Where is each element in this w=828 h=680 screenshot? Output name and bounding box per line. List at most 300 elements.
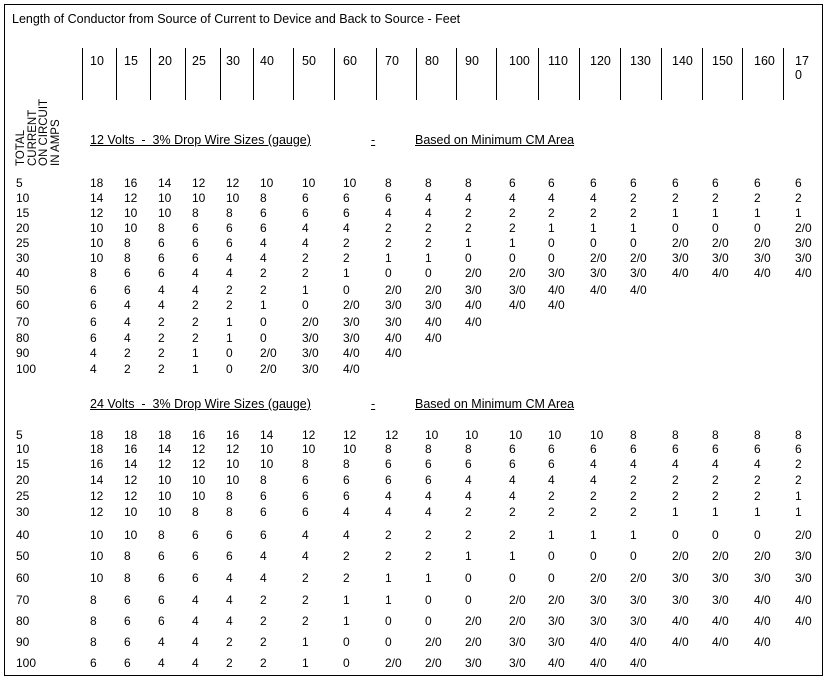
- wire-gauge-cell: 2/0: [465, 266, 482, 280]
- wire-gauge-cell: 10: [192, 489, 206, 503]
- wire-gauge-cell: 0: [509, 571, 516, 585]
- wire-gauge-cell: 4: [124, 298, 131, 312]
- wire-gauge-cell: 12: [124, 473, 138, 487]
- wire-gauge-cell: 8: [385, 176, 392, 190]
- row-amps-label: 40: [16, 528, 30, 542]
- wire-gauge-cell: 2: [465, 221, 472, 235]
- wire-gauge-cell: 6: [795, 176, 802, 190]
- wire-gauge-cell: 1: [385, 571, 392, 585]
- wire-gauge-cell: 6: [465, 457, 472, 471]
- row-amps-label: 90: [16, 346, 30, 360]
- wire-gauge-cell: 10: [90, 549, 104, 563]
- wire-gauge-cell: 10: [158, 191, 172, 205]
- wire-gauge-cell: 6: [385, 191, 392, 205]
- wire-gauge-cell: 4: [226, 266, 233, 280]
- wire-gauge-cell: 8: [90, 593, 97, 607]
- wire-gauge-cell: 3/0: [630, 266, 647, 280]
- wire-gauge-cell: 6: [260, 206, 267, 220]
- wire-gauge-cell: 4: [509, 473, 516, 487]
- wire-gauge-cell: 6: [302, 473, 309, 487]
- wire-gauge-cell: 10: [158, 206, 172, 220]
- wire-gauge-cell: 6: [343, 206, 350, 220]
- wire-gauge-cell: 1: [754, 206, 761, 220]
- wire-gauge-cell: 4/0: [672, 635, 689, 649]
- wire-gauge-cell: 3/0: [754, 571, 771, 585]
- wire-gauge-cell: 4/0: [754, 635, 771, 649]
- wire-gauge-cell: 10: [124, 505, 138, 519]
- wire-gauge-cell: 4: [192, 614, 199, 628]
- wire-gauge-cell: 8: [124, 251, 131, 265]
- wire-gauge-cell: 2: [302, 614, 309, 628]
- wire-gauge-cell: 12: [90, 206, 104, 220]
- wire-gauge-cell: 0: [672, 221, 679, 235]
- row-amps-label: 30: [16, 251, 30, 265]
- wire-gauge-cell: 8: [385, 442, 392, 456]
- wire-gauge-cell: 1: [795, 206, 802, 220]
- row-amps-label: 15: [16, 206, 30, 220]
- wire-gauge-cell: 8: [226, 206, 233, 220]
- wire-gauge-cell: 4/0: [795, 593, 812, 607]
- wire-gauge-cell: 2: [158, 315, 165, 329]
- wire-gauge-cell: 2: [302, 571, 309, 585]
- wire-gauge-cell: 14: [90, 473, 104, 487]
- wire-gauge-cell: 12: [90, 489, 104, 503]
- wire-gauge-cell: 12: [192, 457, 206, 471]
- wire-gauge-cell: 3/0: [385, 315, 402, 329]
- column-divider: [661, 48, 662, 100]
- wire-gauge-cell: 6: [90, 283, 97, 297]
- wire-gauge-cell: 1: [712, 505, 719, 519]
- wire-gauge-cell: 4: [385, 206, 392, 220]
- wire-gauge-cell: 8: [124, 549, 131, 563]
- wire-gauge-cell: 4: [630, 457, 637, 471]
- column-header-feet: 10: [90, 54, 104, 68]
- wire-gauge-cell: 4/0: [754, 614, 771, 628]
- wire-gauge-cell: 6: [385, 457, 392, 471]
- wire-gauge-cell: 1: [630, 528, 637, 542]
- wire-gauge-cell: 2/0: [465, 635, 482, 649]
- column-divider: [620, 48, 621, 100]
- wire-gauge-cell: 12: [124, 191, 138, 205]
- wire-gauge-cell: 10: [226, 473, 240, 487]
- wire-gauge-cell: 3/0: [672, 251, 689, 265]
- wire-gauge-cell: 2: [590, 489, 597, 503]
- wire-gauge-cell: 4: [158, 656, 165, 670]
- wire-gauge-cell: 6: [260, 489, 267, 503]
- row-amps-label: 5: [16, 428, 23, 442]
- wire-gauge-cell: 2: [226, 283, 233, 297]
- wire-gauge-cell: 4: [385, 489, 392, 503]
- wire-gauge-cell: 4/0: [590, 635, 607, 649]
- wire-gauge-cell: 6: [90, 315, 97, 329]
- wire-gauge-cell: 0: [343, 635, 350, 649]
- wire-gauge-cell: 3/0: [590, 593, 607, 607]
- wire-gauge-cell: 3/0: [672, 571, 689, 585]
- wire-gauge-cell: 2: [548, 489, 555, 503]
- column-divider: [579, 48, 580, 100]
- wire-gauge-cell: 3/0: [302, 362, 319, 376]
- wire-gauge-cell: 1: [226, 315, 233, 329]
- wire-gauge-cell: 8: [158, 528, 165, 542]
- wire-gauge-cell: 10: [90, 236, 104, 250]
- wire-gauge-cell: 0: [260, 331, 267, 345]
- wire-gauge-cell: 3/0: [754, 251, 771, 265]
- wire-gauge-cell: 16: [124, 176, 138, 190]
- wire-gauge-cell: 6: [672, 176, 679, 190]
- wire-gauge-cell: 18: [90, 428, 104, 442]
- wire-gauge-cell: 4: [590, 191, 597, 205]
- wire-gauge-cell: 4/0: [712, 635, 729, 649]
- wire-gauge-cell: 3/0: [509, 635, 526, 649]
- wire-gauge-cell: 6: [548, 442, 555, 456]
- wire-gauge-cell: 6: [158, 251, 165, 265]
- wire-gauge-cell: 12: [192, 176, 206, 190]
- wire-gauge-cell: 6: [90, 298, 97, 312]
- wire-gauge-cell: 0: [548, 549, 555, 563]
- wire-gauge-cell: 6: [192, 251, 199, 265]
- row-amps-label: 30: [16, 505, 30, 519]
- wire-gauge-cell: 4: [465, 489, 472, 503]
- wire-gauge-cell: 6: [226, 236, 233, 250]
- wire-gauge-cell: 6: [672, 442, 679, 456]
- wire-gauge-cell: 14: [158, 176, 172, 190]
- wire-gauge-cell: 2: [343, 251, 350, 265]
- wire-gauge-cell: 0: [425, 593, 432, 607]
- column-header-feet: 20: [158, 54, 172, 68]
- wire-gauge-cell: 10: [425, 428, 439, 442]
- section-title-right: Based on Minimum CM Area: [415, 397, 575, 411]
- wire-gauge-cell: 6: [260, 221, 267, 235]
- wire-gauge-cell: 4: [192, 656, 199, 670]
- wire-gauge-cell: 2: [509, 505, 516, 519]
- wire-gauge-cell: 4: [124, 315, 131, 329]
- wire-gauge-cell: 2: [124, 346, 131, 360]
- row-axis-label-line: IN AMPS: [49, 119, 62, 166]
- wire-gauge-cell: 2: [425, 528, 432, 542]
- wire-gauge-cell: 4: [712, 457, 719, 471]
- wire-gauge-cell: 6: [385, 473, 392, 487]
- wire-gauge-cell: 2: [302, 266, 309, 280]
- wire-gauge-cell: 10: [158, 489, 172, 503]
- wire-gauge-cell: 4/0: [754, 266, 771, 280]
- wire-gauge-cell: 4: [590, 457, 597, 471]
- wire-gauge-cell: 4: [158, 298, 165, 312]
- wire-gauge-cell: 4: [385, 505, 392, 519]
- wire-gauge-cell: 16: [226, 428, 240, 442]
- wire-gauge-cell: 4: [192, 635, 199, 649]
- column-header-feet: 120: [590, 54, 611, 68]
- wire-gauge-cell: 8: [302, 457, 309, 471]
- wire-gauge-cell: 4: [226, 251, 233, 265]
- wire-gauge-cell: 4: [425, 206, 432, 220]
- wire-gauge-cell: 8: [630, 428, 637, 442]
- wire-gauge-cell: 2: [754, 191, 761, 205]
- wire-gauge-cell: 3/0: [465, 656, 482, 670]
- wire-gauge-cell: 8: [425, 442, 432, 456]
- wire-gauge-cell: 2: [158, 362, 165, 376]
- wire-gauge-cell: 10: [192, 191, 206, 205]
- wire-gauge-cell: 2/0: [509, 614, 526, 628]
- column-divider: [742, 48, 743, 100]
- wire-gauge-cell: 6: [343, 191, 350, 205]
- wire-gauge-cell: 8: [465, 176, 472, 190]
- section-title-right: Based on Minimum CM Area: [415, 133, 575, 147]
- wire-gauge-cell: 8: [124, 571, 131, 585]
- wire-gauge-cell: 3/0: [465, 283, 482, 297]
- wire-gauge-cell: 0: [548, 251, 555, 265]
- wire-gauge-cell: 2: [385, 549, 392, 563]
- wire-gauge-cell: 6: [124, 593, 131, 607]
- wire-gauge-cell: 18: [90, 442, 104, 456]
- wire-gauge-cell: 14: [158, 442, 172, 456]
- wire-gauge-cell: 0: [226, 362, 233, 376]
- wire-gauge-cell: 6: [712, 176, 719, 190]
- wire-gauge-cell: 3/0: [795, 571, 812, 585]
- row-amps-label: 70: [16, 315, 30, 329]
- wire-gauge-cell: 10: [226, 191, 240, 205]
- wire-gauge-cell: 0: [712, 221, 719, 235]
- wire-gauge-cell: 4: [343, 505, 350, 519]
- wire-gauge-cell: 4: [509, 191, 516, 205]
- row-amps-label: 20: [16, 473, 30, 487]
- wire-gauge-cell: 2: [548, 505, 555, 519]
- wire-gauge-cell: 3/0: [343, 315, 360, 329]
- wire-gauge-cell: 3/0: [712, 251, 729, 265]
- wire-gauge-cell: 4: [343, 221, 350, 235]
- wire-gauge-cell: 10: [158, 473, 172, 487]
- wire-gauge-cell: 4/0: [465, 298, 482, 312]
- wire-gauge-cell: 2: [260, 635, 267, 649]
- wire-gauge-cell: 1: [548, 221, 555, 235]
- wire-gauge-cell: 4: [672, 457, 679, 471]
- wire-gauge-cell: 2/0: [465, 614, 482, 628]
- wire-gauge-cell: 6: [630, 442, 637, 456]
- wire-gauge-cell: 4/0: [385, 346, 402, 360]
- wire-gauge-cell: 2: [343, 236, 350, 250]
- wire-gauge-cell: 6: [590, 176, 597, 190]
- wire-gauge-cell: 8: [795, 428, 802, 442]
- wire-gauge-cell: 4: [124, 331, 131, 345]
- wire-gauge-cell: 4/0: [630, 283, 647, 297]
- wire-gauge-cell: 4: [302, 549, 309, 563]
- wire-gauge-cell: 2/0: [509, 593, 526, 607]
- wire-gauge-cell: 2: [260, 656, 267, 670]
- wire-gauge-cell: 3/0: [795, 236, 812, 250]
- wire-gauge-cell: 3/0: [712, 593, 729, 607]
- wire-gauge-cell: 1: [226, 331, 233, 345]
- wire-gauge-cell: 1: [302, 283, 309, 297]
- wire-gauge-cell: 2: [630, 489, 637, 503]
- wire-gauge-cell: 4/0: [590, 283, 607, 297]
- column-divider: [456, 48, 457, 100]
- row-amps-label: 40: [16, 266, 30, 280]
- wire-gauge-cell: 2: [425, 221, 432, 235]
- wire-gauge-cell: 0: [590, 549, 597, 563]
- wire-gauge-cell: 2/0: [548, 593, 565, 607]
- wire-gauge-cell: 2: [385, 236, 392, 250]
- wire-gauge-cell: 2: [302, 251, 309, 265]
- wire-gauge-cell: 8: [226, 489, 233, 503]
- wire-gauge-cell: 0: [754, 528, 761, 542]
- wire-gauge-cell: 2: [465, 206, 472, 220]
- wire-gauge-cell: 2: [754, 473, 761, 487]
- column-header-feet: 80: [425, 54, 439, 68]
- wire-gauge-cell: 6: [343, 489, 350, 503]
- wire-gauge-cell: 6: [302, 206, 309, 220]
- wire-gauge-cell: 4: [260, 571, 267, 585]
- wire-gauge-cell: 2: [425, 549, 432, 563]
- wire-gauge-cell: 4: [260, 236, 267, 250]
- wire-gauge-cell: 10: [90, 528, 104, 542]
- wire-gauge-cell: 4/0: [672, 614, 689, 628]
- wire-gauge-cell: 2: [302, 593, 309, 607]
- wire-gauge-cell: 0: [385, 266, 392, 280]
- wire-gauge-cell: 1: [385, 251, 392, 265]
- wire-gauge-cell: 2: [226, 656, 233, 670]
- wire-gauge-cell: 6: [302, 191, 309, 205]
- wire-gauge-cell: 3/0: [672, 593, 689, 607]
- column-divider: [82, 48, 83, 100]
- column-header-feet: 90: [465, 54, 479, 68]
- column-divider: [496, 48, 497, 100]
- wire-gauge-cell: 10: [590, 428, 604, 442]
- wire-gauge-cell: 2: [795, 473, 802, 487]
- wire-gauge-cell: 4/0: [343, 362, 360, 376]
- column-divider: [376, 48, 377, 100]
- wire-gauge-cell: 8: [712, 428, 719, 442]
- wire-gauge-cell: 0: [302, 298, 309, 312]
- wire-gauge-cell: 2: [754, 489, 761, 503]
- wire-gauge-cell: 6: [124, 614, 131, 628]
- wire-gauge-cell: 1: [192, 362, 199, 376]
- wire-gauge-cell: 8: [465, 442, 472, 456]
- row-amps-label: 60: [16, 298, 30, 312]
- wire-gauge-cell: 6: [795, 442, 802, 456]
- wire-gauge-cell: 2: [124, 362, 131, 376]
- wire-gauge-cell: 2: [158, 331, 165, 345]
- wire-gauge-cell: 1: [465, 549, 472, 563]
- wire-gauge-cell: 4: [158, 283, 165, 297]
- wire-gauge-cell: 2: [260, 614, 267, 628]
- wire-gauge-cell: 2: [548, 206, 555, 220]
- wire-gauge-cell: 4/0: [795, 614, 812, 628]
- wire-gauge-cell: 6: [712, 442, 719, 456]
- wire-gauge-cell: 1: [425, 571, 432, 585]
- wire-gauge-cell: 0: [425, 266, 432, 280]
- wire-gauge-cell: 1: [385, 593, 392, 607]
- wire-gauge-cell: 2: [465, 528, 472, 542]
- wire-gauge-cell: 3/0: [509, 283, 526, 297]
- wire-gauge-cell: 10: [124, 528, 138, 542]
- wire-gauge-cell: 3/0: [590, 266, 607, 280]
- wire-gauge-cell: 6: [158, 614, 165, 628]
- wire-gauge-cell: 1: [302, 656, 309, 670]
- wire-gauge-cell: 3/0: [795, 251, 812, 265]
- wire-gauge-cell: 6: [509, 442, 516, 456]
- wire-gauge-cell: 4: [343, 528, 350, 542]
- wire-gauge-cell: 2: [260, 593, 267, 607]
- wire-gauge-cell: 2: [712, 191, 719, 205]
- wire-gauge-cell: 14: [90, 191, 104, 205]
- wire-gauge-cell: 0: [548, 571, 555, 585]
- row-amps-label: 100: [16, 362, 37, 376]
- wire-gauge-cell: 4: [192, 266, 199, 280]
- wire-gauge-cell: 2: [590, 206, 597, 220]
- column-header-feet: 30: [226, 54, 240, 68]
- wire-gauge-cell: 0: [465, 251, 472, 265]
- wire-gauge-cell: 10: [90, 571, 104, 585]
- wire-gauge-cell: 2/0: [590, 571, 607, 585]
- wire-gauge-cell: 18: [158, 428, 172, 442]
- wire-gauge-cell: 0: [630, 549, 637, 563]
- wire-gauge-cell: 4/0: [795, 266, 812, 280]
- wire-gauge-cell: 1: [712, 206, 719, 220]
- wire-gauge-cell: 6: [192, 236, 199, 250]
- wire-gauge-cell: 0: [630, 236, 637, 250]
- wire-gauge-cell: 2: [712, 473, 719, 487]
- wire-gauge-cell: 4/0: [590, 656, 607, 670]
- wire-gauge-cell: 0: [712, 528, 719, 542]
- row-amps-label: 25: [16, 236, 30, 250]
- wire-gauge-cell: 4: [302, 236, 309, 250]
- wire-gauge-cell: 3/0: [548, 614, 565, 628]
- wire-gauge-cell: 1: [302, 635, 309, 649]
- table-title: Length of Conductor from Source of Current to Device and Back to Source - Feet: [12, 12, 461, 26]
- wire-gauge-cell: 0: [672, 528, 679, 542]
- wire-gauge-cell: 6: [158, 236, 165, 250]
- wire-gauge-cell: 16: [90, 457, 104, 471]
- wire-gauge-cell: 0: [260, 315, 267, 329]
- column-divider: [702, 48, 703, 100]
- row-axis-label-line: ON CIRCUIT: [38, 98, 50, 166]
- wire-gauge-cell: 2/0: [795, 221, 812, 235]
- column-header-feet: 50: [302, 54, 316, 68]
- wire-gauge-cell: 1: [795, 505, 802, 519]
- wire-gauge-cell: 8: [90, 266, 97, 280]
- wire-gauge-cell: 6: [124, 656, 131, 670]
- wire-gauge-cell: 4: [226, 614, 233, 628]
- section-title-24v: [90, 397, 311, 411]
- wire-gauge-cell: 6: [548, 457, 555, 471]
- wire-gauge-cell: 6: [192, 528, 199, 542]
- wire-gauge-cell: 1: [548, 528, 555, 542]
- wire-gauge-cell: 0: [754, 221, 761, 235]
- wire-gauge-cell: 6: [158, 571, 165, 585]
- wire-gauge-cell: 1: [260, 298, 267, 312]
- wire-gauge-cell: 3/0: [385, 298, 402, 312]
- wire-gauge-cell: 1: [509, 549, 516, 563]
- wire-gauge-cell: 2: [158, 346, 165, 360]
- wire-gauge-cell: 4: [754, 457, 761, 471]
- wire-gauge-cell: 2/0: [630, 571, 647, 585]
- wire-gauge-cell: 2/0: [672, 549, 689, 563]
- wire-gauge-cell: 4: [302, 528, 309, 542]
- wire-gauge-cell: 4/0: [548, 298, 565, 312]
- wire-gauge-cell: 4/0: [343, 346, 360, 360]
- wire-gauge-cell: 4/0: [712, 266, 729, 280]
- wire-gauge-cell: 6: [192, 571, 199, 585]
- column-divider: [334, 48, 335, 100]
- wire-gauge-cell: 4/0: [465, 315, 482, 329]
- section-title-dash: -: [371, 397, 376, 411]
- wire-gauge-cell: 2: [425, 236, 432, 250]
- column-header-feet: 100: [509, 54, 530, 68]
- wire-gauge-cell: 4/0: [630, 635, 647, 649]
- wire-gauge-cell: 6: [192, 221, 199, 235]
- wire-gauge-cell: 0: [548, 236, 555, 250]
- wire-gauge-cell: 4/0: [630, 656, 647, 670]
- wire-gauge-cell: 1: [672, 206, 679, 220]
